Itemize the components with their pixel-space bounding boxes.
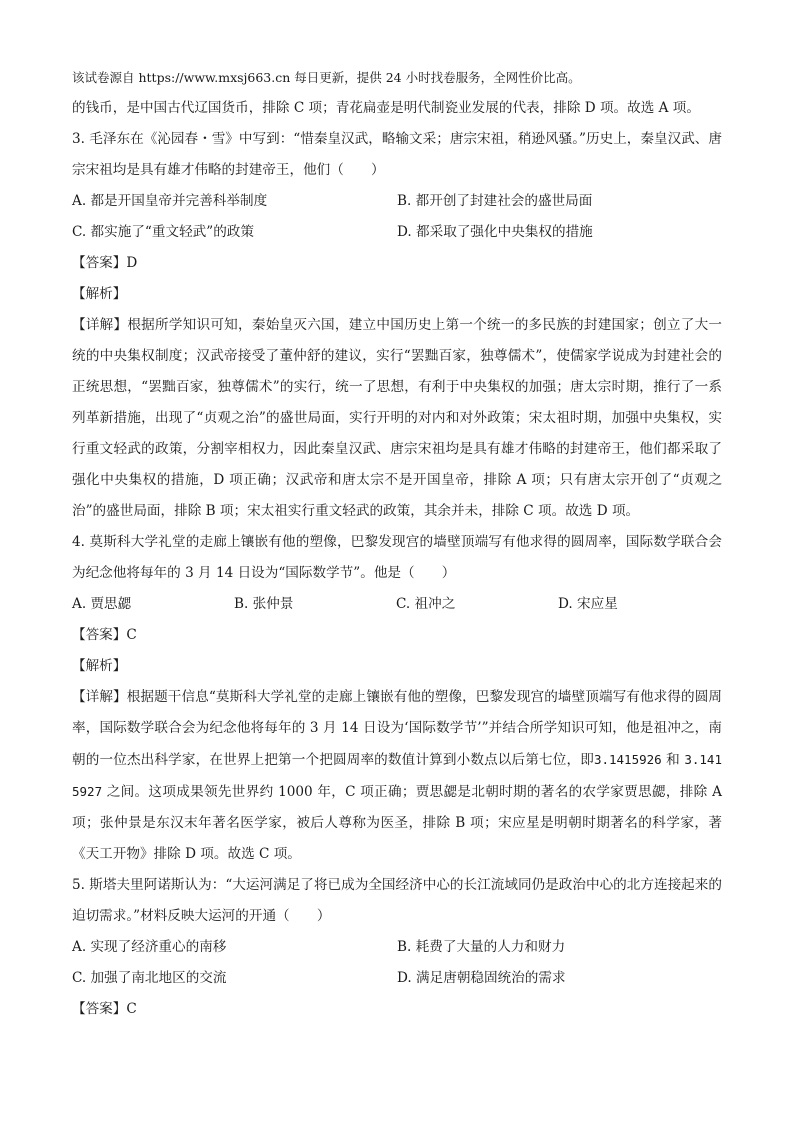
question-3-stem: 3. 毛泽东在《沁园春・雪》中写到：“惜秦皇汉武，略输文采；唐宗宋祖，稍逊风骚。”历史上，秦皇汉武、唐宗宋祖均是具有雄才伟略的封建帝王，他们（ ）	[72, 131, 722, 178]
source-header: 该试卷源自 https://www.mxsj663.cn 每日更新，提供 24 小时找卷服务，全网性价比高。	[72, 70, 581, 85]
question-3	[72, 124, 722, 527]
question-3-option-c: C. 都实施了“重文轻武”的政策	[72, 224, 254, 240]
question-3-detail: 【详解】根据所学知识可知，秦始皇灭六国，建立中国历史上第一个统一的多民族的封建国家；创立了大一统的中央集权制度；汉武帝接受了董仲舒的建议，实行“罢黜百家，独尊儒术”，使儒家学说成为封建社会的正统思想，“罢黜百家，独尊儒术”的实行，统一了思想，有利于中央集权的加强；唐太宗时期，推行了一系列革新措施，出现了“贞观之治”的盛世局面，实行开明的对内和对外政策；宋太祖时期，加强中央集权，实行重文轻武的政策，分割宰相权力，因此秦皇汉武、唐宗宋祖均是具有雄才伟略的封建帝王，他们都采取了强化中央集权的措施，D 项正确；汉武帝和唐太宗不是开国皇帝，排除 A 项；只有唐太宗开创了“贞观之治”的盛世局面，排除 B 项；宋太祖实行重文轻武的政策，其余并未，排除 C 项。故选 D 项。	[72, 317, 722, 519]
question-4-stem: 4. 莫斯科大学礼堂的走廊上镶嵌有他的塑像，巴黎发现宫的墙壁顶端写有他求得的圆周率，国际数学联合会为纪念他将每年的 3 月 14 日设为“国际数学节”。他是（ ）	[72, 534, 722, 581]
question-4-analysis-label: 【解析】	[72, 658, 127, 674]
question-5-option-b: B. 耗费了大量的人力和财力	[397, 939, 566, 955]
question-4-detail-and: 和	[661, 752, 685, 768]
question-5-options-row-1	[72, 932, 722, 963]
question-4-detail	[72, 682, 722, 870]
question-4-pi-upper: 3.1415927	[72, 752, 722, 799]
question-5	[72, 870, 722, 1025]
question-3-options-row-1	[72, 186, 722, 217]
question-4-answer: 【答案】C	[72, 627, 137, 643]
question-3-analysis-label: 【解析】	[72, 286, 127, 302]
question-3-option-a: A. 都是开国皇帝并完善科举制度	[72, 193, 268, 209]
question-4-option-d: D. 宋应星	[558, 596, 618, 612]
question-3-options-row-2	[72, 217, 722, 248]
question-5-option-a: A. 实现了经济重心的南移	[72, 939, 227, 955]
question-4-detail-part-2: 之间。这项成果领先世界约 1000 年，C 项正确；贾思勰是北朝时期的著名的农学家贾思勰，排除 A 项；张仲景是东汉末年著名医学家，被后人尊称为医圣，排除 B 项；宋应星是明朝时期著名的科学家，著《天工开物》排除 D 项。故选 C 项。	[72, 784, 722, 862]
question-5-option-c: C. 加强了南北地区的交流	[72, 970, 227, 986]
document-page	[72, 62, 722, 1025]
continuation-line: 的钱币，是中国古代辽国货币，排除 C 项；青花扁壶是明代制瓷业发展的代表，排除 D 项。故选 A 项。	[72, 100, 700, 116]
question-4-detail-part-1: 【详解】根据题干信息“莫斯科大学礼堂的走廊上镶嵌有他的塑像，巴黎发现宫的墙壁顶端写有他求得的圆周率，国际数学联合会为纪念他将每年的 3 月 14 日设为‘国际数学节’”并结合所学知识可知，他是祖冲之，南朝的一位杰出科学家，在世界上把第一个把圆周率的数值计算到小数点以后第七位，即	[72, 689, 722, 768]
question-4-pi-lower: 3.1415926	[593, 752, 662, 767]
question-4-option-b: B. 张仲景	[234, 596, 294, 612]
question-5-option-d: D. 满足唐朝稳固统治的需求	[397, 970, 566, 986]
question-4-options-row	[72, 589, 722, 620]
question-5-answer: 【答案】C	[72, 1001, 137, 1017]
question-5-stem: 5. 斯塔夫里阿诺斯认为：“大运河满足了将已成为全国经济中心的长江流域同仍是政治中心的北方连接起来的迫切需求。”材料反映大运河的开通（ ）	[72, 877, 722, 924]
question-3-option-b: B. 都开创了封建社会的盛世局面	[397, 193, 593, 209]
question-4	[72, 527, 722, 870]
question-5-options-row-2	[72, 963, 722, 994]
question-3-answer: 【答案】D	[72, 255, 138, 271]
question-3-option-d: D. 都采取了强化中央集权的措施	[397, 224, 593, 240]
question-4-option-a: A. 贾思勰	[72, 596, 132, 612]
question-4-option-c: C. 祖冲之	[396, 596, 456, 612]
